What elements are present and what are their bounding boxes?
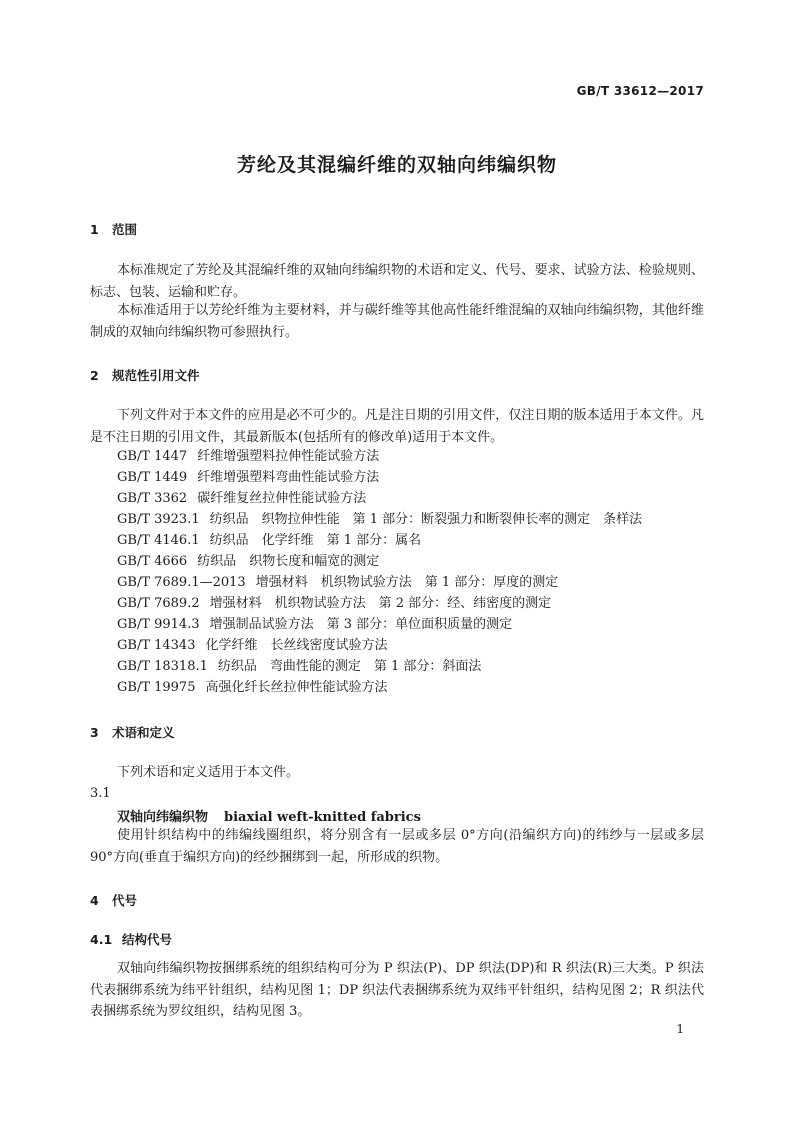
reference-item	[117, 677, 388, 698]
section-number: 2	[90, 368, 99, 383]
reference-code: GB/T 1447	[117, 449, 188, 464]
reference-title: 碳纤维复丝拉伸性能试验方法	[197, 491, 367, 506]
reference-code: GB/T 4146.1	[117, 533, 200, 548]
reference-item	[117, 572, 558, 593]
page-number: 1	[676, 1022, 684, 1036]
section-title: 规范性引用文件	[112, 368, 200, 383]
reference-title: 纺织品 织物拉伸性能 第 1 部分：断裂强力和断裂伸长率的测定 条样法	[209, 512, 643, 527]
reference-item	[117, 488, 366, 509]
reference-code: GB/T 1449	[117, 470, 188, 485]
reference-title: 化学纤维 长丝线密度试验方法	[205, 638, 388, 653]
section-number: 3	[90, 725, 99, 740]
reference-title: 高强化纤长丝拉伸性能试验方法	[205, 680, 388, 695]
reference-item	[117, 530, 421, 551]
reference-title: 增强制品试验方法 第 3 部分：单位面积质量的测定	[209, 617, 513, 632]
reference-item	[117, 614, 512, 635]
reference-item	[117, 635, 388, 656]
reference-title: 纺织品 织物长度和幅宽的测定	[197, 554, 380, 569]
term-entry	[117, 806, 421, 825]
reference-code: GB/T 7689.2	[117, 596, 200, 611]
reference-title: 纤维增强塑料弯曲性能试验方法	[197, 470, 380, 485]
term-chinese: 双轴向纬编织物	[117, 810, 209, 825]
subsection-title: 结构代号	[122, 932, 173, 947]
reference-item	[117, 446, 379, 467]
reference-code: GB/T 7689.1—2013	[117, 575, 246, 590]
reference-code: GB/T 9914.3	[117, 617, 200, 632]
reference-item	[117, 467, 379, 488]
reference-item	[117, 551, 379, 572]
subsection-4-1-heading	[90, 930, 172, 948]
section-1-paragraph-1: 本标准规定了芳纶及其混编纤维的双轴向纬编织物的术语和定义、代号、要求、试验方法、检验规则、标志、包装、运输和贮存。	[90, 263, 704, 300]
reference-item	[117, 656, 481, 677]
subsection-4-1-text: 双轴向纬编织物按捆绑系统的组织结构可分为 P 织法(P)、DP 织法(DP)和 R 织法(R)三大类。P 织法代表捆绑系统为纬平针组织，结构见图 1；DP 织法代表捆绑系统为双纬平针组织，结构见图 2；R 织法代表捆绑系统为罗纹组织，结构见图 3。	[90, 961, 704, 1019]
reference-item	[117, 509, 642, 530]
section-title: 术语和定义	[112, 725, 175, 740]
document-title: 芳纶及其混编纤维的双轴向纬编织物	[236, 154, 557, 176]
section-4-heading	[90, 891, 137, 909]
subsection-number: 4.1	[90, 932, 113, 947]
section-2-intro: 下列文件对于本文件的应用是必不可少的。凡是注日期的引用文件，仅注日期的版本适用于本文件。凡是不注日期的引用文件，其最新版本(包括所有的修改单)适用于本文件。	[90, 408, 704, 445]
section-title: 代号	[112, 893, 138, 908]
reference-item	[117, 593, 551, 614]
section-title: 范围	[112, 222, 138, 237]
reference-code: GB/T 3923.1	[117, 512, 200, 527]
section-3-heading	[90, 723, 175, 741]
reference-title: 纺织品 化学纤维 第 1 部分：属名	[209, 533, 422, 548]
standard-code: GB/T 33612—2017	[576, 84, 704, 98]
term-english: biaxial weft-knitted fabrics	[224, 810, 421, 825]
section-number: 1	[90, 222, 99, 237]
section-1-heading	[90, 220, 137, 238]
reference-code: GB/T 14343	[117, 638, 196, 653]
reference-title: 纤维增强塑料拉伸性能试验方法	[197, 449, 380, 464]
reference-code: GB/T 3362	[117, 491, 188, 506]
reference-code: GB/T 19975	[117, 680, 196, 695]
section-1-paragraph-2: 本标准适用于以芳纶纤维为主要材料，并与碳纤维等其他高性能纤维混编的双轴向纬编织物，其他纤维制成的双轴向纬编织物可参照执行。	[90, 303, 704, 340]
section-2-heading	[90, 366, 200, 384]
reference-code: GB/T 4666	[117, 554, 188, 569]
reference-code: GB/T 18318.1	[117, 659, 208, 674]
reference-title: 增强材料 机织物试验方法 第 1 部分：厚度的测定	[255, 575, 559, 590]
term-definition: 使用针织结构中的纬编线圈组织，将分别含有一层或多层 0°方向(沿编织方向)的纬纱与一层或多层 90°方向(垂直于编织方向)的经纱捆绑到一起，所形成的织物。	[90, 828, 704, 865]
reference-title: 纺织品 弯曲性能的测定 第 1 部分：斜面法	[217, 659, 482, 674]
section-3-intro: 下列术语和定义适用于本文件。	[117, 765, 300, 780]
reference-title: 增强材料 机织物试验方法 第 2 部分：经、纬密度的测定	[209, 596, 552, 611]
term-number: 3.1	[90, 786, 111, 801]
section-number: 4	[90, 893, 99, 908]
